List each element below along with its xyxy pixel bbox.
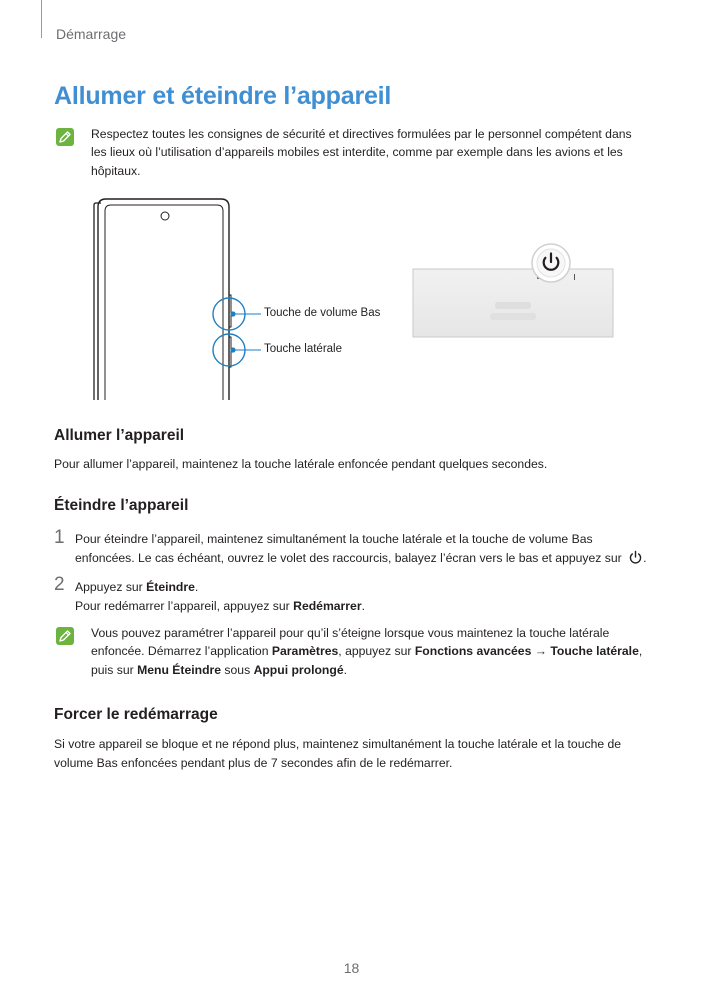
step-1-line: Pour éteindre l’appareil, maintenez simultanément la touche latérale et la touche de volume Bas	[75, 532, 593, 546]
page-title: Allumer et éteindre l’appareil	[54, 82, 392, 110]
section-header: Démarrage	[56, 26, 127, 42]
power-on-heading: Allumer l’appareil	[54, 427, 185, 444]
step-1-text	[75, 530, 665, 568]
force-restart-line: volume Bas enfoncées pendant plus de 7 secondes afin de le redémarrer.	[54, 756, 453, 770]
side-key-note-line: Vous pouvez paramétrer l’appareil pour qu’il s’éteigne lorsque vous maintenez la touche latérale	[91, 626, 610, 640]
label-side-key: Touche latérale	[264, 343, 342, 355]
force-restart-text	[54, 735, 654, 773]
step-1-line: enfoncées. Le cas échéant, ouvrez le volet des raccourcis, balayez l’écran vers le bas et appuyez sur .	[75, 551, 647, 565]
step-number: 1	[54, 527, 65, 548]
note-pencil-icon	[55, 626, 75, 646]
quick-panel-illustration	[410, 238, 616, 342]
page-number: 18	[343, 960, 360, 976]
step-2-line: Pour redémarrer l’appareil, appuyez sur Redémarrer.	[75, 599, 365, 613]
side-key-note	[91, 624, 661, 679]
power-on-text: Pour allumer l’appareil, maintenez la touche latérale enfoncée pendant quelques secondes.	[54, 457, 548, 471]
intro-note-line: hôpitaux.	[91, 163, 141, 178]
menu-restart-label: Redémarrer	[293, 599, 362, 613]
force-restart-line: Si votre appareil se bloque et ne répond plus, maintenez simultanément la touche latérale et la touche de	[54, 737, 622, 751]
power-off-heading: Éteindre l’appareil	[54, 497, 189, 514]
intro-note	[91, 125, 651, 180]
step-number: 2	[54, 574, 65, 595]
phone-side-illustration	[85, 195, 305, 400]
step-2-text	[75, 578, 665, 616]
note-pencil-icon	[55, 127, 75, 147]
step-2-line: Appuyez sur Éteindre.	[75, 580, 199, 594]
force-restart-heading: Forcer le redémarrage	[54, 706, 218, 723]
step-1-line-text: enfoncées. Le cas échéant, ouvrez le volet des raccourcis, balayez l’écran vers le bas et appuyez sur	[75, 551, 622, 565]
side-key-note-line: enfoncée. Démarrez l’application Paramètres, appuyez sur Fonctions avancées → Touche latérale,	[91, 644, 643, 659]
intro-note-line: Respectez toutes les consignes de sécurité et directives formulées par le personnel compétent dans	[91, 127, 632, 141]
intro-note-line: les lieux où l’utilisation d’appareils mobiles est interdite, comme par exemple dans les avions et les	[91, 145, 623, 160]
header-rule	[41, 0, 42, 38]
label-volume-down-key: Touche de volume Bas	[264, 307, 381, 319]
power-icon	[628, 550, 643, 565]
side-key-note-line: puis sur Menu Éteindre sous Appui prolongé.	[91, 662, 347, 677]
menu-off-label: Éteindre	[146, 580, 195, 594]
